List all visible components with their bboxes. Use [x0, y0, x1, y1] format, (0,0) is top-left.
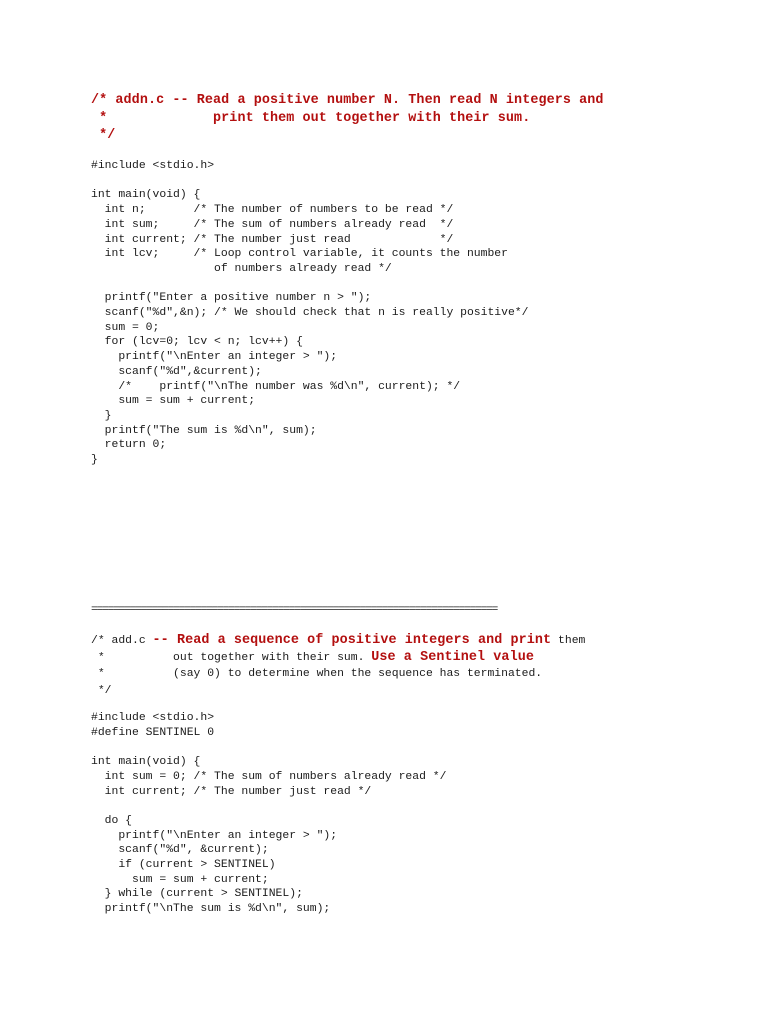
addn-code-line: scanf("%d",&n); /* We should check that n is really positive*/: [91, 307, 529, 319]
add-comment-segment: * out together with their sum.: [91, 651, 372, 664]
addn-code-line: #include <stdio.h>: [91, 160, 215, 172]
addn-code-line: of numbers already read */: [91, 262, 392, 275]
addn-comment-line: [91, 127, 115, 145]
add-code-line: #include <stdio.h>: [91, 712, 215, 724]
add-comment-segment: */: [91, 685, 112, 698]
add-code-line: sum = sum + current;: [91, 873, 269, 886]
addn-code-line: printf("The sum is %d\n", sum);: [91, 424, 317, 437]
addn-comment-segment: /* addn.c -- Read a positive number N. Then read N integers and: [91, 93, 604, 108]
addn-comment-line: [91, 92, 604, 110]
addn-code-line: printf("Enter a positive number n > ");: [91, 292, 372, 305]
addn-code-line: /* printf("\nThe number was %d\n", current); */: [91, 380, 461, 393]
add-code-line: do {: [91, 814, 133, 827]
add-comment-line: [91, 682, 112, 701]
add-comment-segment: /* add.c: [91, 635, 153, 647]
add-code-line: printf("\nThe sum is %d\n", sum);: [91, 903, 331, 916]
addn-code-line: int lcv; /* Loop control variable, it counts the number: [91, 248, 508, 261]
addn-code-line: sum = 0;: [91, 321, 160, 334]
add-code-line: int main(void) {: [91, 756, 201, 769]
addn-comment-segment: * print them out together with their sum.: [91, 110, 531, 126]
add-code-line: int current; /* The number just read */: [91, 785, 372, 798]
add-code-line: if (current > SENTINEL): [91, 859, 276, 871]
addn-code-line: scanf("%d",&current);: [91, 365, 262, 378]
add-comment-segment: -- Read a sequence of positive integers and print: [152, 633, 552, 648]
addn-code-line: }: [91, 409, 112, 422]
add-code-line: printf("\nEnter an integer > ");: [91, 829, 338, 842]
section-separator: ==========================================================================: [91, 604, 497, 616]
addn-code-line: int n; /* The number of numbers to be read */: [91, 204, 454, 217]
add-code-line: } while (current > SENTINEL);: [91, 888, 303, 901]
addn-code-line: for (lcv=0; lcv < n; lcv++) {: [91, 336, 303, 349]
add-comment-line: [91, 665, 542, 684]
addn-comment-segment: */: [91, 128, 116, 143]
addn-code-line: int main(void) {: [91, 189, 201, 202]
addn-code-line: }: [91, 454, 98, 466]
addn-code-line: printf("\nEnter an integer > ");: [91, 351, 338, 364]
add-comment-segment: * (say 0) to determine when the sequence has terminated.: [91, 668, 543, 681]
add-comment-segment: them: [551, 635, 586, 647]
addn-code-line: int current; /* The number just read */: [91, 233, 454, 246]
add-code-line: int sum = 0; /* The sum of numbers already read */: [91, 770, 447, 783]
addn-code-line: sum = sum + current;: [91, 395, 256, 408]
addn-code-line: return 0;: [91, 439, 167, 452]
add-code-line: scanf("%d", &current);: [91, 844, 269, 857]
add-code-line: #define SENTINEL 0: [91, 726, 215, 739]
addn-comment-line: [91, 110, 530, 128]
add-comment-segment: Use a Sentinel value: [371, 649, 534, 665]
addn-code-line: int sum; /* The sum of numbers already read */: [91, 218, 454, 231]
